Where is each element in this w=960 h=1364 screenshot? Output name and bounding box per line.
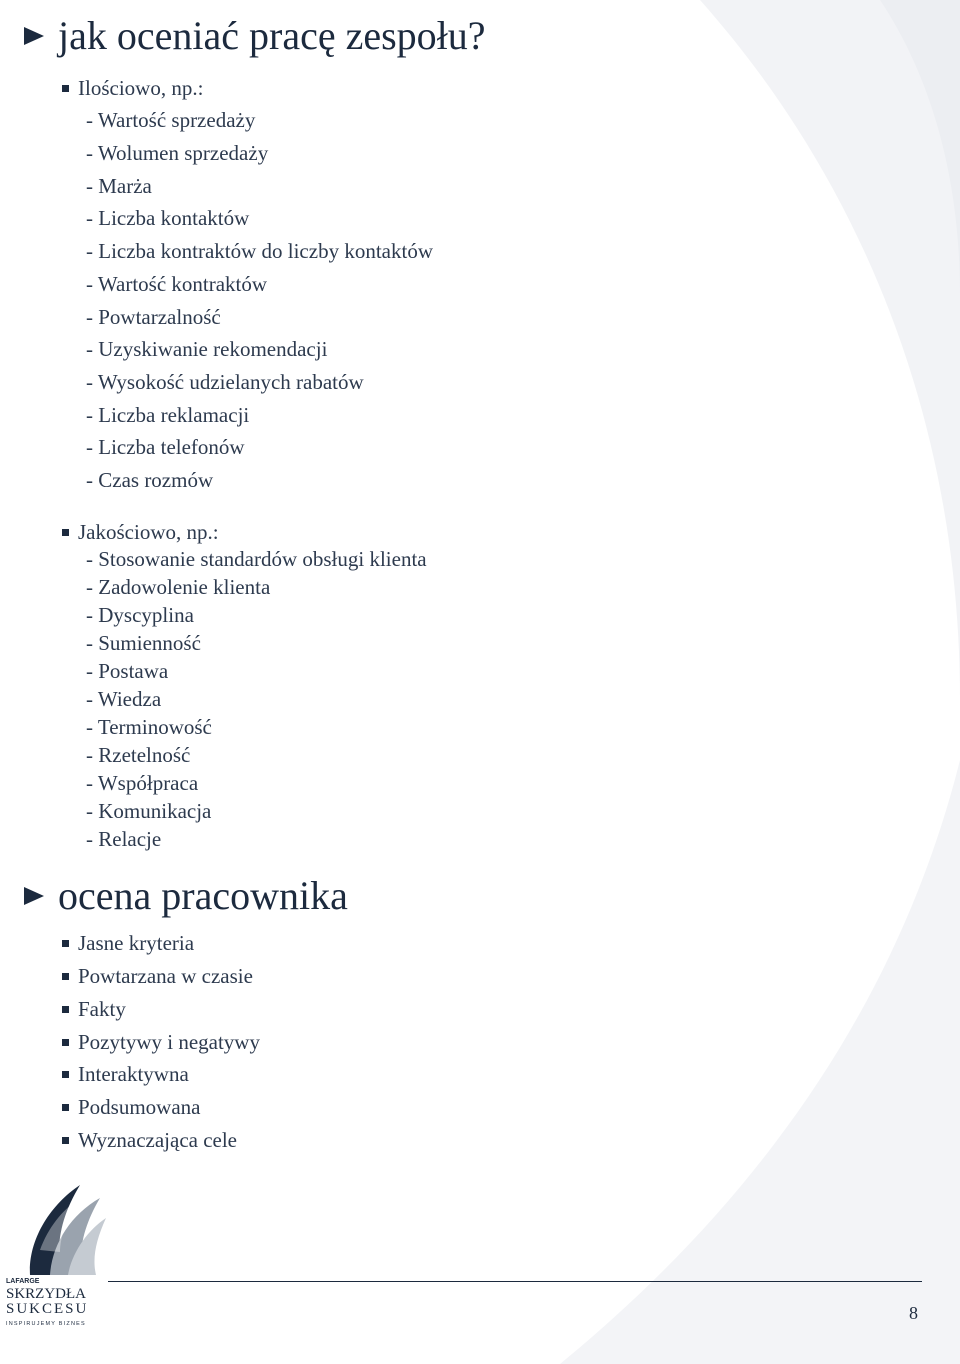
list-item: - Wolumen sprzedaży xyxy=(86,141,269,165)
square-bullet-icon xyxy=(62,529,69,536)
list-item xyxy=(62,1062,189,1086)
list-item: - Dyscyplina xyxy=(86,603,194,627)
square-bullet-icon xyxy=(62,940,69,947)
square-bullet-icon xyxy=(62,1104,69,1111)
section-title: ocena pracownika xyxy=(58,873,348,918)
list-item: - Marża xyxy=(86,174,152,198)
list-item: - Postawa xyxy=(86,659,169,683)
list-item: - Relacje xyxy=(86,827,162,851)
bullet-label: Jakościowo, np.: xyxy=(78,520,219,544)
list-item: - Liczba telefonów xyxy=(86,435,245,459)
bullet-label: Powtarzana w czasie xyxy=(78,964,253,988)
arrow-right-icon xyxy=(24,27,44,45)
list-item xyxy=(62,1095,201,1119)
list-item: - Współpraca xyxy=(86,771,199,795)
bullet-label: Pozytywy i negatywy xyxy=(78,1030,260,1054)
list-item: - Wartość sprzedaży xyxy=(86,108,256,132)
bullet-label: Interaktywna xyxy=(78,1062,189,1086)
section-title: jak oceniać pracę zespołu? xyxy=(58,13,486,58)
skrzydla-sukcesu-logo xyxy=(0,1180,110,1330)
page-number: 8 xyxy=(909,1303,918,1323)
bullet-label: Wyznaczająca cele xyxy=(78,1128,238,1152)
list-item xyxy=(62,1128,237,1152)
square-bullet-icon xyxy=(62,1137,69,1144)
footer-divider xyxy=(108,1281,922,1282)
list-item: - Liczba kontraktów do liczby kontaktów xyxy=(86,239,433,263)
logo-brand: LAFARGE xyxy=(6,1278,40,1285)
bullet-label: Fakty xyxy=(78,997,126,1021)
list-item: - Rzetelność xyxy=(86,743,191,767)
list-item: - Wiedza xyxy=(86,687,162,711)
list-item xyxy=(62,964,253,988)
list-item: - Uzyskiwanie rekomendacji xyxy=(86,337,328,361)
list-item: - Wartość kontraktów xyxy=(86,272,268,296)
logo-tagline: INSPIRUJEMY BIZNES xyxy=(6,1321,86,1327)
list-item: - Terminowość xyxy=(86,715,212,739)
bullet-qualitative xyxy=(62,520,219,544)
list-item: - Powtarzalność xyxy=(86,305,221,329)
wing-icon xyxy=(30,1185,106,1275)
list-item: - Czas rozmów xyxy=(86,468,214,492)
square-bullet-icon xyxy=(62,1071,69,1078)
arrow-right-icon xyxy=(24,887,44,905)
list-item xyxy=(62,1030,260,1054)
list-item xyxy=(62,997,126,1021)
list-item: - Zadowolenie klienta xyxy=(86,575,271,599)
list-item: - Komunikacja xyxy=(86,799,212,823)
list-item: - Wysokość udzielanych rabatów xyxy=(86,370,364,394)
list-item xyxy=(62,931,194,955)
square-bullet-icon xyxy=(62,1006,69,1013)
list-item: - Stosowanie standardów obsługi klienta xyxy=(86,547,427,571)
bullet-quantitative xyxy=(62,76,203,100)
square-bullet-icon xyxy=(62,1039,69,1046)
logo-name-line1: SKRZYDŁA xyxy=(6,1286,87,1302)
list-item: - Liczba kontaktów xyxy=(86,206,250,230)
bullet-label: Podsumowana xyxy=(78,1095,201,1119)
section-heading-team-evaluation xyxy=(24,14,486,58)
bullet-label: Jasne kryteria xyxy=(78,931,195,955)
square-bullet-icon xyxy=(62,85,69,92)
bullet-label: Ilościowo, np.: xyxy=(78,76,204,100)
square-bullet-icon xyxy=(62,973,69,980)
section-heading-employee-evaluation xyxy=(24,874,348,918)
list-item: - Liczba reklamacji xyxy=(86,403,250,427)
logo-name-line2: SUKCESU xyxy=(6,1301,89,1317)
list-item: - Sumienność xyxy=(86,631,201,655)
